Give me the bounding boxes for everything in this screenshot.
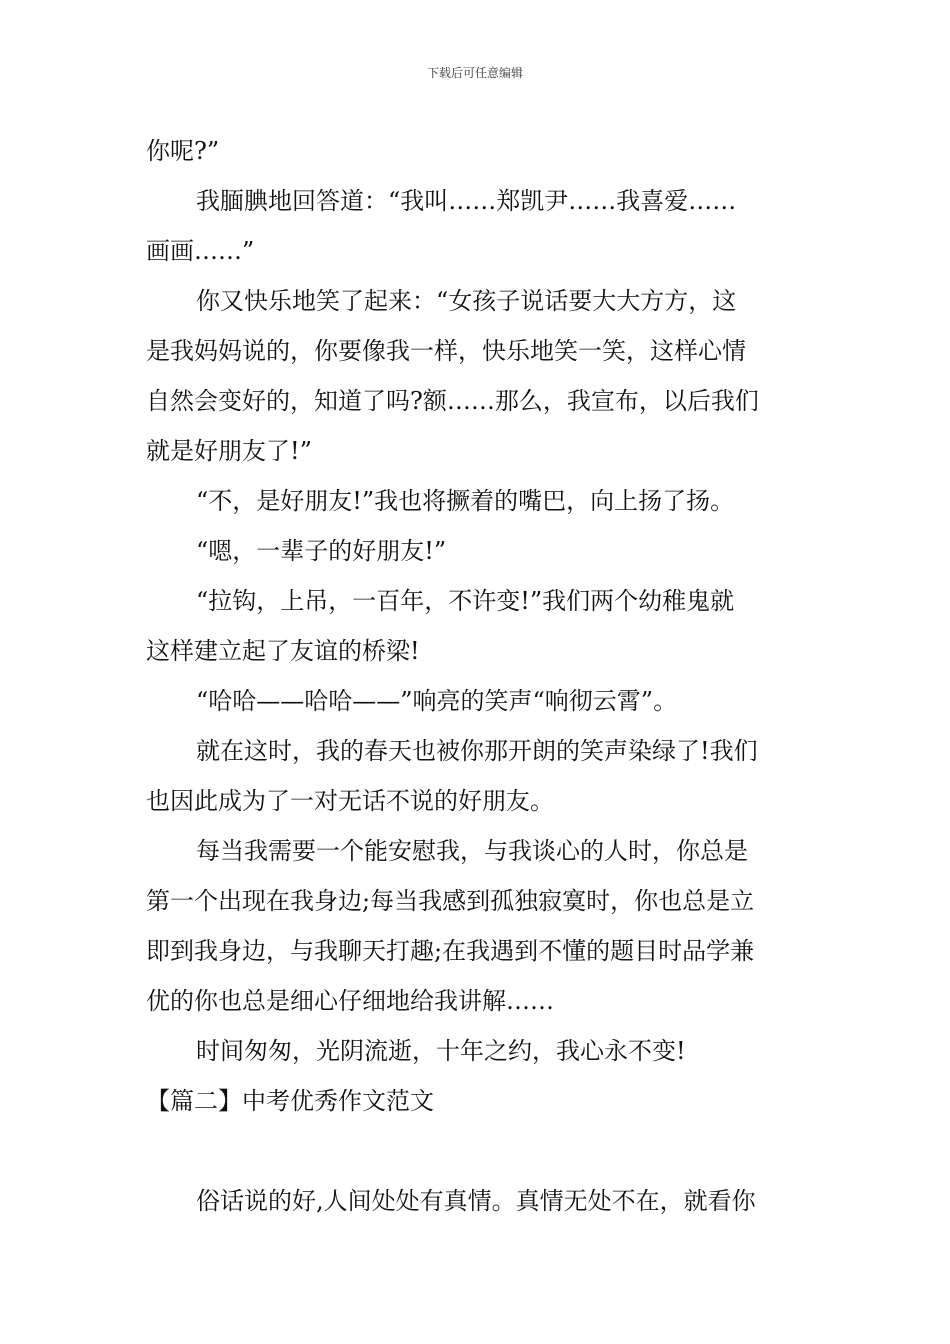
text-line: 自然会变好的，知道了吗?额……那么，我宣布，以后我们 bbox=[146, 387, 759, 415]
text-line: 第一个出现在我身边;每当我感到孤独寂寞时，你也总是立 bbox=[146, 887, 755, 915]
text-line: 就是好朋友了!” bbox=[146, 437, 312, 465]
text-line: 也因此成为了一对无话不说的好朋友。 bbox=[146, 787, 554, 815]
text-line: 每当我需要一个能安慰我，与我谈心的人时，你总是 bbox=[196, 837, 748, 865]
blank-line bbox=[146, 1126, 810, 1176]
text-line: “哈哈——哈哈——”响亮的笑声“响彻云霄”。 bbox=[196, 687, 678, 715]
document-body bbox=[146, 126, 810, 1226]
text-line: 画画……” bbox=[146, 237, 255, 265]
text-line: 时间匆匆，光阴流逝，十年之约，我心永不变! bbox=[196, 1037, 686, 1065]
text-line: 优的你也总是细心仔细地给我讲解…… bbox=[146, 987, 554, 1015]
text-line: 就在这时，我的春天也被你那开朗的笑声染绿了!我们 bbox=[196, 737, 758, 765]
text-line: 即到我身边，与我聊天打趣;在我遇到不懂的题目时品学兼 bbox=[146, 937, 755, 965]
text-line: “拉钩，上吊，一百年，不许变!”我们两个幼稚鬼就 bbox=[196, 587, 735, 615]
text-line: “不，是好朋友!”我也将撅着的嘴巴，向上扬了扬。 bbox=[196, 487, 735, 515]
section-heading: 【篇二】中考优秀作文范文 bbox=[146, 1087, 434, 1115]
text-line: 你呢?” bbox=[146, 137, 220, 165]
text-line: 是我妈妈说的，你要像我一样，快乐地笑一笑，这样心情 bbox=[146, 337, 746, 365]
text-line: “嗯，一辈子的好朋友!” bbox=[196, 537, 447, 565]
text-line: 我腼腆地回答道：“我叫……郑凯尹……我喜爱…… bbox=[196, 187, 737, 215]
text-line: 这样建立起了友谊的桥梁! bbox=[146, 637, 420, 665]
page-header: 下载后可任意编辑 bbox=[426, 66, 523, 80]
text-line: 俗话说的好,人间处处有真情。真情无处不在，就看你 bbox=[196, 1187, 756, 1215]
text-line: 你又快乐地笑了起来：“女孩子说话要大大方方，这 bbox=[196, 287, 737, 315]
